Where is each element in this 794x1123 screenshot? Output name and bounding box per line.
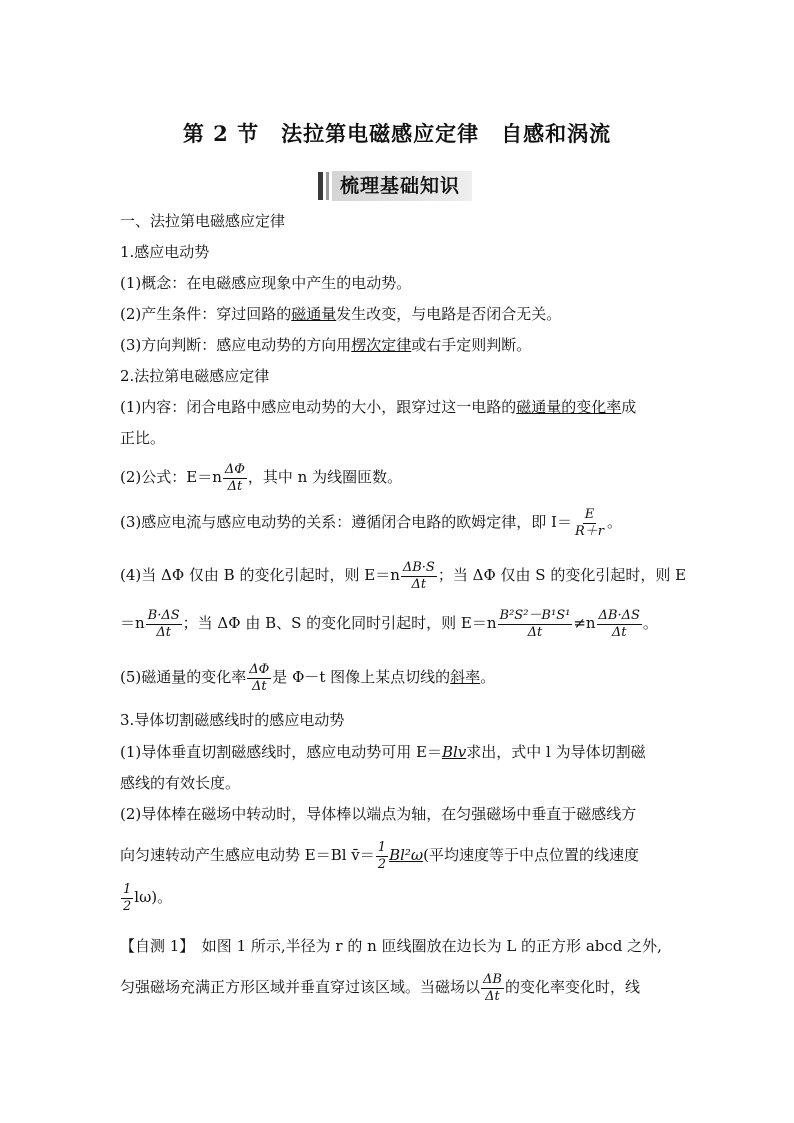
fraction: $\frac{\Delta B}{\Delta t}$ <box>483 971 502 1004</box>
para-1-1: (1)概念：在电磁感应现象中产生的电动势。 <box>120 274 412 292</box>
underlined-term: 楞次定律 <box>351 336 412 354</box>
section-banner <box>318 170 472 202</box>
para-2-4-cont: ＝n $\frac{B\cdot\Delta S}{\Delta t}$ ；当 ΔΦ 由 B、S 的变化同时引起时，则 E＝n $\frac{\text{B²S²－B¹S¹}}{\Delta t}$ ≠n $\frac{\Delta B\cdot\Delta S}{\Delta t}$ 。 <box>120 607 658 640</box>
para-2-2: (2)公式：E＝n $\frac{\Delta\Phi}{\Delta t}$ ，其中 n 为线圈匝数。 <box>120 461 403 494</box>
underlined-term: Blv <box>441 743 467 761</box>
para-3-2-end: $\frac{1}{2}$ lω)。 <box>123 881 173 914</box>
fraction: $\frac{\Delta B\cdot\Delta S}{\Delta t}$ <box>598 607 640 640</box>
subheading-3: 3.导体切割磁感线时的感应电动势 <box>120 711 345 729</box>
subheading-2: 2.法拉第电磁感应定律 <box>120 367 270 385</box>
para-1-2: (2)产生条件：穿过回路的磁通量发生改变，与电路是否闭合无关。 <box>120 305 562 323</box>
banner-text: 梳理基础知识 <box>332 171 472 201</box>
underlined-term: 磁通量 <box>291 305 337 323</box>
fraction: $\frac{\Delta\Phi}{\Delta t}$ <box>224 461 245 494</box>
fraction: $\frac{1}{2}$ <box>123 881 132 914</box>
page-title: 第 2 节 法拉第电磁感应定律 自感和涡流 <box>182 121 612 146</box>
fraction: $\frac{B\cdot\Delta S}{\Delta t}$ <box>147 607 180 640</box>
para-1-3: (3)方向判断：感应电动势的方向用楞次定律或右手定则判断。 <box>120 336 532 354</box>
underlined-term: 磁通量的变化率 <box>516 398 622 416</box>
para-2-4: (4)当 ΔΦ 仅由 B 的变化引起时，则 E＝n $\frac{\Delta B\cdot S}{\Delta t}$ ；当 ΔΦ 仅由 S 的变化引起时，则 E <box>120 559 687 592</box>
para-2-3: (3)感应电流与感应电动势的关系：遵循闭合电路的欧姆定律，即 I＝ $\frac{E}{R+r}$ 。 <box>120 506 622 539</box>
para-2-1-cont: 正比。 <box>120 429 166 447</box>
quiz-1: 【自测 1】 如图 1 所示,半径为 r 的 n 匝线圈放在边长为 L 的正方形 abcd 之外, <box>120 937 662 955</box>
fraction: $\frac{\Delta\Phi}{\Delta t}$ <box>249 661 270 694</box>
para-2-5: (5)磁通量的变化率 $\frac{\Delta\Phi}{\Delta t}$ 是 Φ－t 图像上某点切线的斜率。 <box>120 661 496 694</box>
para-3-2-cont: 向匀速转动产生感应电动势 E＝Bl v̄＝ $\frac{1}{2}$ Bl²ω(平均速度等于中点位置的线速度 <box>120 839 640 872</box>
fraction: $\frac{1}{2}$ <box>377 839 387 872</box>
para-3-1: (1)导体垂直切割磁感线时，感应电动势可用 E＝Blv求出，式中 l 为导体切割磁 <box>120 743 646 761</box>
fraction: $\frac{\Delta B\cdot S}{\Delta t}$ <box>402 559 435 592</box>
quiz-1-cont: 匀强磁场充满正方形区域并垂直穿过该区域。当磁场以 $\frac{\Delta B}{\Delta t}$ 的变化率变化时，线 <box>120 971 640 1004</box>
subheading-1: 1.感应电动势 <box>120 243 210 261</box>
banner-bar-dark <box>318 172 323 200</box>
para-3-2: (2)导体棒在磁场中转动时，导体棒以端点为轴，在匀强磁场中垂直于磁感线方 <box>120 805 637 823</box>
fraction: $\frac{\text{B²S²－B¹S¹}}{\Delta t}$ <box>499 607 571 640</box>
banner-bar-light <box>326 172 329 200</box>
underlined-term: 斜率 <box>450 668 481 686</box>
fraction: $\frac{E}{R+r}$ <box>574 506 604 539</box>
para-2-1: (1)内容：闭合电路中感应电动势的大小，跟穿过这一电路的磁通量的变化率成 <box>120 398 637 416</box>
underlined-term: Bl²ω <box>389 846 424 864</box>
heading-1: 一、法拉第电磁感应定律 <box>120 212 286 230</box>
para-3-1-cont: 感线的有效长度。 <box>120 774 241 792</box>
